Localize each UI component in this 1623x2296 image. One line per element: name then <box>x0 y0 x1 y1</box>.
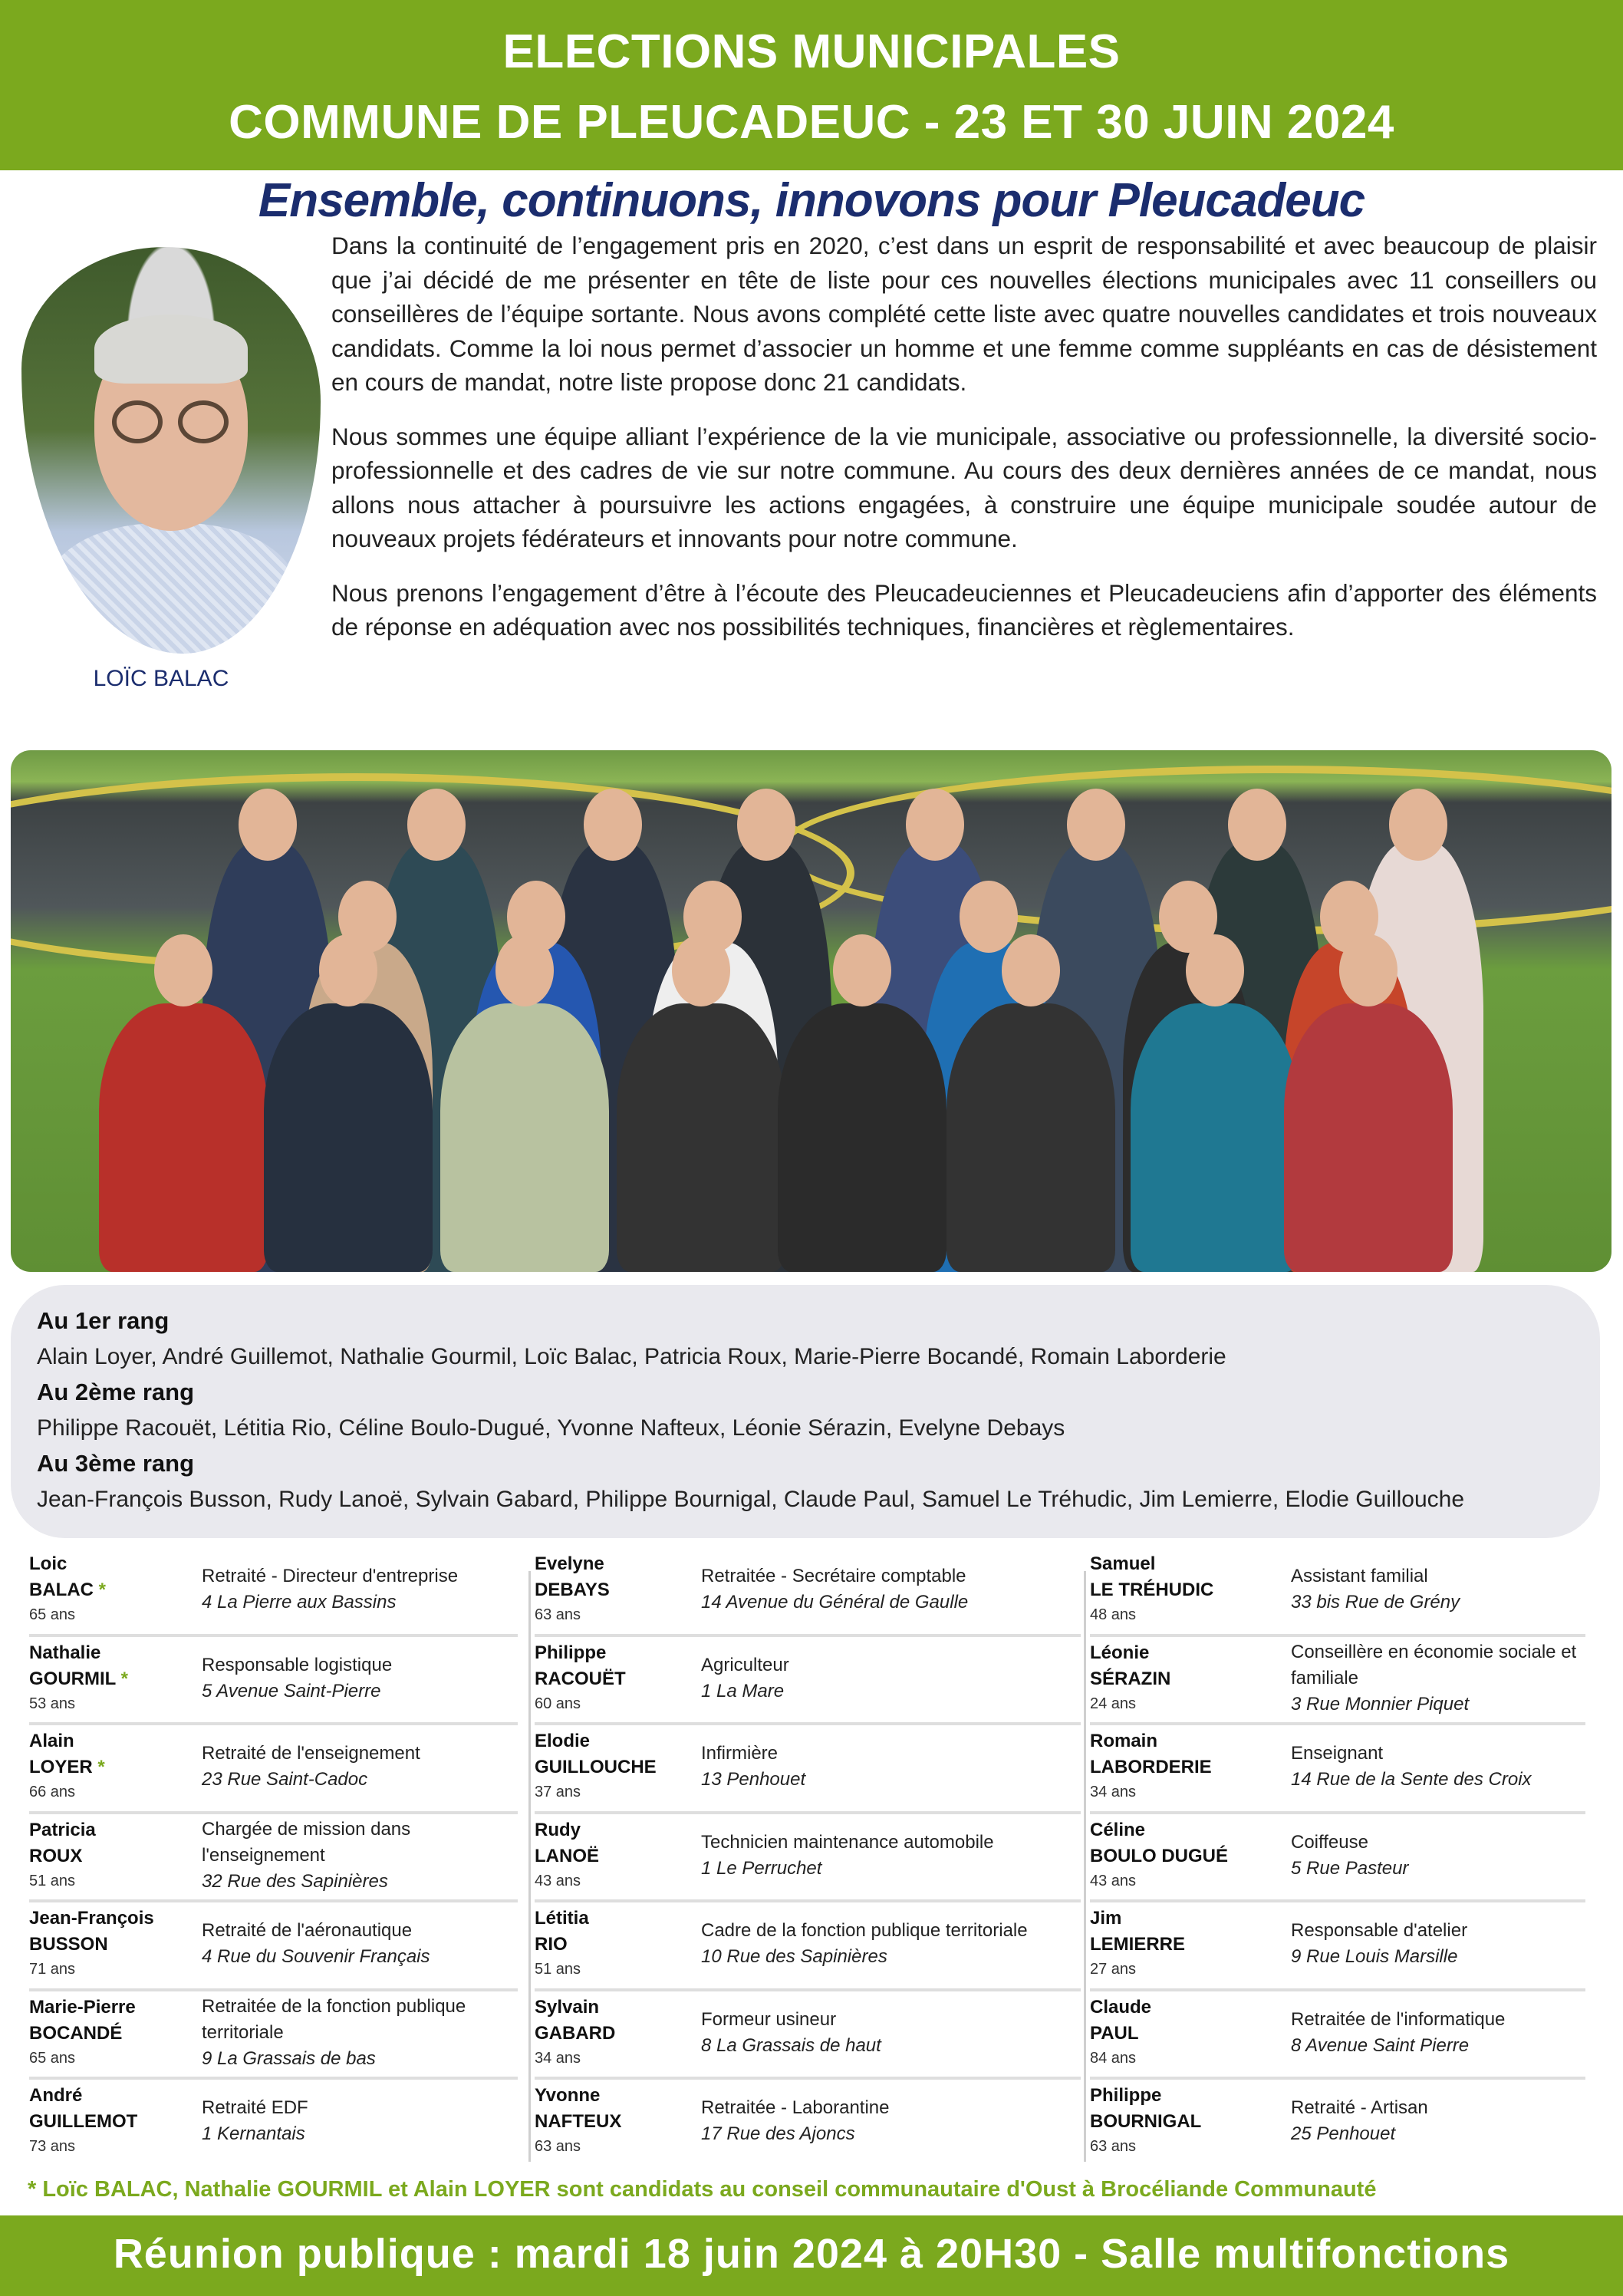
candidate-address: 14 Avenue du Général de Gaulle <box>701 1592 969 1612</box>
candidate-name <box>29 1906 154 1981</box>
candidate-info <box>202 2080 308 2163</box>
team-member-head <box>495 934 554 1006</box>
candidate-row <box>29 1548 518 1637</box>
row-title: Au 2ème rang <box>37 1379 195 1405</box>
candidate-first-name: Léonie <box>1090 1642 1150 1663</box>
candidate-last-name: LOYER * <box>29 1757 105 1777</box>
candidate-name <box>535 1817 599 1892</box>
candidate-job: Responsable d'atelier <box>1291 1920 1468 1941</box>
candidate-first-name: André <box>29 2085 83 2106</box>
candidate-age: 65 ans <box>29 1606 76 1623</box>
team-member-head <box>1339 934 1397 1006</box>
candidate-row <box>535 1902 1081 1991</box>
candidate-last-name: RACOUËT <box>535 1668 626 1689</box>
candidate-address: 3 Rue Monnier Piquet <box>1291 1693 1470 1715</box>
intro-paragraph: Nous sommes une équipe alliant l’expérience de la vie municipale, associative ou professionnelle, la diversité socio-professionnelle et des cadres de vie sur notre commune. Au cours des deux dernières années de ce mandat, nous allons nous attacher à poursuivre les actions engagées, à construire une équipe municipale soudée autour de nouveaux projets fédérateurs et innovants pour notre commune. <box>331 422 1597 552</box>
candidate-name <box>29 2083 137 2158</box>
community-council-star: * <box>120 1668 128 1689</box>
candidates-column-1 <box>29 1548 518 2169</box>
candidate-first-name: Loic <box>29 1553 67 1574</box>
candidate-age: 51 ans <box>29 1872 76 1889</box>
candidate-info <box>701 1637 789 1720</box>
candidate-age: 63 ans <box>1090 2138 1137 2155</box>
candidate-row <box>1090 1814 1585 1903</box>
candidate-job: Agriculteur <box>701 1654 789 1675</box>
candidate-first-name: Elodie <box>535 1731 591 1751</box>
candidate-address: 1 Le Perruchet <box>701 1857 822 1879</box>
candidate-row <box>535 1814 1081 1903</box>
candidate-last-name: NAFTEUX <box>535 2111 622 2132</box>
candidate-age: 24 ans <box>1090 1695 1137 1712</box>
candidate-last-name: DEBAYS <box>535 1580 610 1600</box>
candidate-name <box>535 1551 610 1626</box>
candidate-age: 48 ans <box>1090 1606 1137 1623</box>
candidate-address: 1 Kernantais <box>202 2123 305 2144</box>
candidate-first-name: Patricia <box>29 1819 96 1840</box>
candidate-name <box>535 1640 626 1715</box>
candidate-job: Retraité de l'aéronautique <box>202 1920 413 1941</box>
candidate-last-name: GOURMIL * <box>29 1668 128 1689</box>
candidate-name <box>29 1551 106 1626</box>
candidate-job: Responsable logistique <box>202 1654 393 1675</box>
candidate-job: Enseignant <box>1291 1743 1384 1764</box>
team-member-head <box>737 789 795 861</box>
candidate-info <box>202 1991 518 2074</box>
candidate-age: 37 ans <box>535 1784 581 1800</box>
row-title: Au 3ème rang <box>37 1450 195 1477</box>
candidate-row <box>535 1725 1081 1814</box>
candidate-address: 9 Rue Louis Marsille <box>1291 1946 1458 1967</box>
footnote: * Loïc BALAC, Nathalie GOURMIL et Alain LOYER sont candidats au conseil communautaire d'Oust à Brocéliande Communauté <box>28 2177 1377 2202</box>
team-member-head <box>319 934 377 1006</box>
candidate-first-name: Sylvain <box>535 1996 600 2018</box>
candidate-row <box>1090 1637 1585 1726</box>
candidate-row <box>29 1991 518 2080</box>
candidates-column-3 <box>1090 1548 1585 2169</box>
candidate-age: 71 ans <box>29 1961 76 1978</box>
team-member <box>946 1003 1115 1272</box>
candidate-job: Retraitée - Laborantine <box>701 2097 890 2118</box>
candidate-age: 60 ans <box>535 1695 581 1712</box>
candidate-row <box>1090 2080 1585 2169</box>
team-member <box>264 1003 433 1272</box>
candidate-job: Formeur usineur <box>701 2008 837 2030</box>
candidate-last-name: RIO <box>535 1934 568 1955</box>
candidate-name <box>1090 1728 1212 1804</box>
candidate-job: Cadre de la fonction publique territoriale <box>701 1920 1028 1941</box>
candidate-age: 73 ans <box>29 2138 76 2155</box>
candidate-info <box>1291 1548 1460 1631</box>
candidate-row <box>29 1814 518 1903</box>
candidate-name <box>1090 1551 1213 1626</box>
candidate-address: 4 La Pierre aux Bassins <box>202 1592 397 1612</box>
team-member <box>617 1003 785 1272</box>
candidate-job: Retraité - Artisan <box>1291 2097 1428 2118</box>
team-rows-panel <box>11 1285 1600 1538</box>
candidate-last-name: SÉRAZIN <box>1090 1668 1171 1689</box>
team-member-head <box>1389 789 1447 861</box>
candidate-first-name: Létitia <box>535 1908 589 1929</box>
candidate-address: 8 Avenue Saint Pierre <box>1291 2034 1470 2056</box>
candidate-first-name: Nathalie <box>29 1642 101 1663</box>
team-member-head <box>1067 789 1125 861</box>
team-member-head <box>239 789 297 861</box>
row-names: Philippe Racouët, Létitia Rio, Céline Boulo-Dugué, Yvonne Nafteux, Léonie Sérazin, Evelyne Debays <box>37 1415 1065 1441</box>
candidate-info <box>1291 2080 1428 2163</box>
candidate-info <box>1291 1814 1408 1897</box>
candidate-job: Retraité de l'enseignement <box>202 1743 420 1764</box>
candidate-age: 63 ans <box>535 1606 581 1623</box>
team-member <box>99 1003 268 1272</box>
candidate-last-name: LABORDERIE <box>1090 1757 1212 1777</box>
team-member <box>778 1003 946 1272</box>
candidate-info <box>202 1637 392 1720</box>
slogan: Ensemble, continuons, innovons pour Pleucadeuc <box>258 174 1365 227</box>
candidate-job: Coiffeuse <box>1291 1831 1368 1853</box>
candidate-row <box>535 1637 1081 1726</box>
candidate-age: 66 ans <box>29 1784 76 1800</box>
candidate-first-name: Samuel <box>1090 1553 1156 1574</box>
candidate-first-name: Yvonne <box>535 2085 601 2106</box>
candidate-first-name: Céline <box>1090 1819 1146 1840</box>
candidate-portrait <box>21 247 321 654</box>
team-member <box>440 1003 609 1272</box>
team-member-head <box>906 789 964 861</box>
team-member-head <box>154 934 212 1006</box>
team-member-head <box>1228 789 1286 861</box>
candidates-column-2 <box>535 1548 1081 2169</box>
candidate-address: 25 Penhouet <box>1291 2123 1396 2144</box>
candidate-address: 5 Avenue Saint-Pierre <box>202 1680 381 1701</box>
candidate-last-name: BOCANDÉ <box>29 2022 123 2044</box>
candidate-row <box>29 1725 518 1814</box>
candidate-info <box>202 1902 430 1985</box>
candidate-first-name: Claude <box>1090 1996 1152 2018</box>
candidate-age: 51 ans <box>535 1961 581 1978</box>
candidate-row <box>29 1902 518 1991</box>
candidate-job: Retraité - Directeur d'entreprise <box>202 1566 459 1586</box>
candidate-address: 9 La Grassais de bas <box>202 2047 376 2069</box>
candidate-info <box>701 1725 805 1808</box>
candidate-first-name: Marie-Pierre <box>29 1996 136 2018</box>
candidate-info <box>701 2080 889 2163</box>
candidate-info <box>1291 1902 1467 1985</box>
candidate-first-name: Alain <box>29 1731 74 1751</box>
team-member-head <box>1186 934 1244 1006</box>
candidate-row <box>1090 1548 1585 1637</box>
team-photo <box>11 750 1611 1272</box>
community-council-star: * <box>97 1757 105 1777</box>
column-divider <box>528 1571 531 2162</box>
candidate-first-name: Jim <box>1090 1908 1122 1929</box>
candidate-name <box>29 1817 96 1892</box>
candidate-first-name: Evelyne <box>535 1553 604 1574</box>
candidate-address: 32 Rue des Sapinières <box>202 1870 388 1892</box>
team-member-head <box>833 934 891 1006</box>
candidate-name <box>29 1640 128 1715</box>
candidate-address: 5 Rue Pasteur <box>1291 1857 1409 1879</box>
candidate-info <box>701 1902 1028 1985</box>
candidate-first-name: Philippe <box>535 1642 607 1663</box>
candidate-name <box>535 1728 657 1804</box>
candidate-row <box>29 1637 518 1726</box>
candidate-job: Retraité EDF <box>202 2097 308 2118</box>
candidate-age: 43 ans <box>535 1872 581 1889</box>
candidate-address: 4 Rue du Souvenir Français <box>202 1946 430 1967</box>
team-member <box>1284 1003 1453 1272</box>
candidate-first-name: Rudy <box>535 1819 581 1840</box>
candidate-job: Conseillère en économie sociale et familiale <box>1291 1641 1577 1688</box>
candidate-age: 27 ans <box>1090 1961 1137 1978</box>
candidate-name <box>1090 1906 1185 1981</box>
team-member <box>1131 1003 1299 1272</box>
candidate-address: 33 bis Rue de Grény <box>1291 1592 1460 1612</box>
candidate-address: 8 La Grassais de haut <box>701 2034 881 2056</box>
community-council-star: * <box>98 1580 107 1600</box>
candidate-job: Retraitée - Secrétaire comptable <box>701 1566 966 1586</box>
candidate-info <box>202 1548 458 1631</box>
candidate-first-name: Romain <box>1090 1731 1158 1751</box>
candidate-last-name: GUILLEMOT <box>29 2111 138 2132</box>
candidate-info <box>701 1991 881 2074</box>
team-member-head <box>1002 934 1060 1006</box>
footer-banner: Réunion publique : mardi 18 juin 2024 à 20H30 - Salle multifonctions <box>0 2215 1623 2296</box>
candidate-age: 43 ans <box>1090 1872 1137 1889</box>
candidate-job: Retraitée de la fonction publique territoriale <box>202 1995 466 2043</box>
team-member-head <box>407 789 466 861</box>
candidate-row <box>29 2080 518 2169</box>
candidate-last-name: ROUX <box>29 1845 83 1866</box>
portrait-name: LOÏC BALAC <box>93 666 229 691</box>
candidate-row <box>535 1991 1081 2080</box>
team-member-head <box>960 881 1018 953</box>
candidate-row <box>1090 1991 1585 2080</box>
candidate-age: 34 ans <box>1090 1784 1137 1800</box>
header-banner <box>0 0 1623 170</box>
candidate-age: 63 ans <box>535 2138 581 2155</box>
candidate-age: 53 ans <box>29 1695 76 1712</box>
candidate-info <box>1291 1725 1532 1808</box>
candidate-last-name: LANOË <box>535 1845 599 1866</box>
intro-text <box>331 229 1597 664</box>
candidate-name <box>1090 1640 1170 1715</box>
candidate-row <box>535 1548 1081 1637</box>
candidate-last-name: PAUL <box>1090 2022 1139 2044</box>
candidate-job: Chargée de mission dans l'enseignement <box>202 1818 411 1866</box>
candidate-address: 10 Rue des Sapinières <box>701 1946 887 1967</box>
candidate-last-name: GUILLOUCHE <box>535 1757 657 1777</box>
candidate-last-name: BALAC * <box>29 1580 107 1600</box>
candidate-first-name: Philippe <box>1090 2085 1162 2106</box>
candidate-info <box>1291 1991 1505 2074</box>
candidate-info <box>1291 1637 1585 1720</box>
candidate-name <box>1090 2083 1201 2158</box>
candidate-first-name: Jean-François <box>29 1908 154 1929</box>
candidate-info <box>701 1814 994 1897</box>
candidate-last-name: GABARD <box>535 2022 616 2044</box>
candidate-job: Technicien maintenance automobile <box>701 1831 994 1853</box>
candidate-info <box>202 1725 420 1808</box>
candidate-job: Retraitée de l'informatique <box>1291 2008 1506 2030</box>
candidate-name <box>535 1995 615 2070</box>
row-names: Jean-François Busson, Rudy Lanoë, Sylvain Gabard, Philippe Bournigal, Claude Paul, Samuel Le Tréhudic, Jim Lemierre, Elodie Guillouche <box>37 1487 1465 1512</box>
candidate-last-name: LEMIERRE <box>1090 1934 1186 1955</box>
candidate-last-name: LE TRÉHUDIC <box>1090 1580 1214 1600</box>
row-title: Au 1er rang <box>37 1307 170 1334</box>
candidate-address: 17 Rue des Ajoncs <box>701 2123 855 2144</box>
candidate-name <box>1090 1817 1228 1892</box>
column-divider <box>1084 1571 1086 2162</box>
candidate-name <box>29 1728 105 1804</box>
header-title-line2: COMMUNE DE PLEUCADEUC - 23 ET 30 JUIN 2024 <box>229 96 1394 149</box>
candidate-info <box>701 1548 968 1631</box>
team-member-head <box>584 789 642 861</box>
intro-paragraph: Nous prenons l’engagement d’être à l’écoute des Pleucadeuciennes et Pleucadeuciens afin d’apporter des éléments de réponse en adéquation avec nos possibilités techniques, financières et règlementaires. <box>331 578 1597 641</box>
header-title-line1: ELECTIONS MUNICIPALES <box>502 25 1121 78</box>
candidate-name <box>535 1906 589 1981</box>
candidate-last-name: BOULO DUGUÉ <box>1090 1845 1228 1866</box>
candidate-info <box>202 1814 518 1897</box>
candidate-row <box>1090 1902 1585 1991</box>
candidate-name <box>29 1995 136 2070</box>
candidate-row <box>535 2080 1081 2169</box>
candidate-address: 14 Rue de la Sente des Croix <box>1291 1769 1532 1790</box>
candidate-name <box>1090 1995 1151 2070</box>
intro-paragraph: Dans la continuité de l’engagement pris en 2020, c’est dans un esprit de responsabilité et avec beaucoup de plaisir que j’ai décidé de me présenter en tête de liste pour ces nouvelles élections municipales avec 11 conseillers ou conseillères de l’équipe sortante. Nous avons complété cette liste avec quatre nouvelles candidates et trois nouveaux candidats. Comme la loi nous permet d’associer un homme et une femme comme suppléants en cas de désistement en cours de mandat, notre liste propose donc 21 candidats. <box>331 232 1597 396</box>
candidate-last-name: BUSSON <box>29 1934 108 1955</box>
candidate-row <box>1090 1725 1585 1814</box>
candidate-job: Assistant familial <box>1291 1566 1428 1586</box>
candidate-address: 1 La Mare <box>701 1680 785 1701</box>
candidate-last-name: BOURNIGAL <box>1090 2111 1202 2132</box>
candidate-job: Infirmière <box>701 1743 779 1764</box>
candidate-name <box>535 2083 621 2158</box>
candidate-age: 84 ans <box>1090 2049 1137 2067</box>
candidate-age: 65 ans <box>29 2049 76 2067</box>
row-names: Alain Loyer, André Guillemot, Nathalie Gourmil, Loïc Balac, Patricia Roux, Marie-Pierre Bocandé, Romain Laborderie <box>37 1344 1226 1369</box>
candidate-address: 13 Penhouet <box>701 1769 806 1790</box>
candidate-address: 23 Rue Saint-Cadoc <box>202 1769 368 1790</box>
team-member-head <box>672 934 730 1006</box>
candidate-age: 34 ans <box>535 2049 581 2067</box>
